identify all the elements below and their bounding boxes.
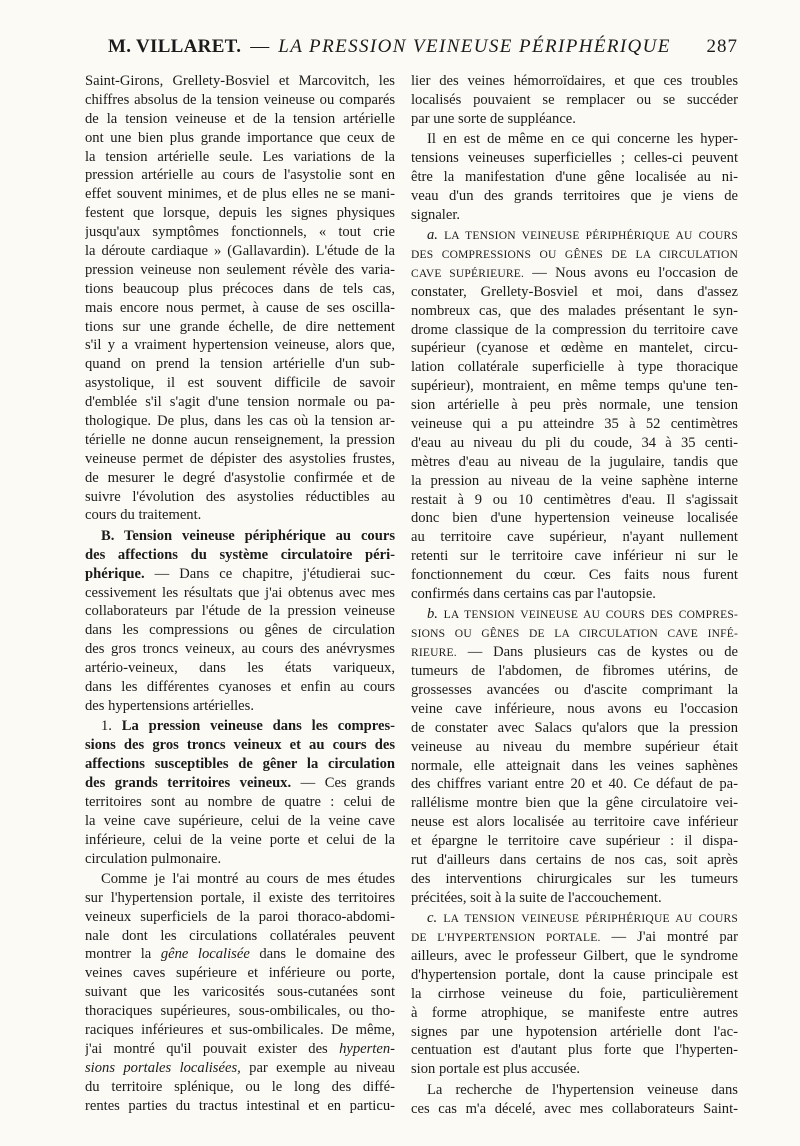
text-line: sion portale est plus accusée. — [411, 1061, 580, 1078]
text-line: veine cave inférieure, nous avons eu l'occasion — [411, 700, 738, 717]
small-caps-run: CAVE SUPÉRIEURE. — [411, 267, 525, 280]
small-caps-run: DES COMPRESSIONS OU GÊNES DE LA CIRCULATION — [411, 249, 738, 262]
text-line: festent que lorsque, depuis les signes physiques — [85, 205, 395, 222]
text-line: asystolique, il est souvent difficile de savoir — [85, 375, 395, 392]
text-line: veineuse permet de dépister des asystolies frustes, — [85, 450, 395, 467]
text-run: montrer la — [85, 946, 161, 963]
text-line: La recherche de l'hypertension veineuse dans — [427, 1081, 738, 1098]
paragraph — [411, 605, 738, 907]
header-title: LA PRESSION VEINEUSE PÉRIPHÉRIQUE — [278, 36, 671, 57]
text-line: veau d'un des grands territoires que je viens de — [411, 187, 738, 204]
text-line: constater, Grellety-Bosviel et moi, dans d'assez — [411, 283, 738, 300]
text-line: tumeurs de l'abdomen, de fibromes utérins, de — [411, 663, 738, 680]
paragraph — [411, 909, 738, 1079]
text-line: Comme je l'ai montré au cours de mes études — [101, 870, 395, 887]
text-line: par une sorte de suppléance. — [411, 110, 576, 127]
text-run: par exemple au niveau — [240, 1059, 395, 1076]
bold-heading-run: des grands territoires veineux. — [85, 774, 292, 791]
text-run: — Ces grands — [291, 774, 395, 791]
text-line: signaler. — [411, 206, 461, 223]
text-line: mais encore nous permet, à cause de ses oscilla- — [85, 299, 395, 316]
text-line: s'il y a vraiment hypertension veineuse, alors que, — [85, 337, 395, 354]
italic-run: b. — [427, 606, 438, 623]
text-line: à forme atrophique, se manifeste entre autres — [411, 1004, 738, 1021]
text-run: 1. — [101, 718, 122, 735]
italic-run: hyperten- — [339, 1040, 395, 1057]
text-line: dans les compressions ou gênes de circulation — [85, 622, 395, 639]
text-line: chiffres absolus de la tension veineuse ou comparés — [85, 91, 395, 108]
text-line: normale, elle atteignait dans les veines saphènes — [411, 757, 738, 774]
text-line: et épargne le territoire cave supérieur : il dispa- — [411, 833, 738, 850]
header-separator: — — [250, 36, 270, 57]
text-line: veineux superficiels de la paroi thoraco-abdomi- — [85, 908, 395, 925]
text-line: des chiffres variant entre 20 et 40. Ce défaut de pa- — [411, 776, 738, 793]
text-line — [85, 736, 395, 755]
paragraph — [411, 1081, 738, 1119]
text-line: nombreux cas, que des malades présentant le syn- — [411, 302, 738, 319]
small-caps-run: LA TENSION VEINEUSE PÉRIPHÉRIQUE AU COURS — [437, 230, 738, 243]
text-line: jusqu'aux symptômes fonctionnels, « tout crie — [85, 224, 395, 241]
running-header — [108, 36, 738, 62]
text-line: pression veineuse non seulement révèle des varia- — [85, 261, 395, 278]
text-line: circulation pulmonaire. — [85, 850, 222, 867]
text-line: des gros troncs veineux, au cours des anévrysmes — [85, 641, 395, 658]
text-line: thologique. De plus, dans les cas où la tension ar- — [85, 413, 395, 430]
text-line: rentes parties du tractus intestinal et en particu- — [85, 1097, 395, 1114]
text-line: ailleurs, avec le professeur Gilbert, que le syndrome — [411, 947, 738, 964]
paragraph — [85, 72, 395, 525]
small-caps-run: DE L'HYPERTENSION PORTALE. — [411, 932, 601, 945]
text-line: tensions veineuses superficielles ; celles-ci peuvent — [411, 150, 738, 167]
bold-heading-run: des affections du système circulatoire péri- — [85, 546, 395, 563]
text-line: tions sur une grande échelle, de dire nettement — [85, 318, 395, 335]
text-line: pression artérielle au cours de l'asystolie sont en — [85, 167, 395, 184]
text-line: confirmés dans certains cas par l'autopsie. — [411, 586, 656, 603]
text-line: neuse est alors localisée au territoire cave inférieur — [411, 814, 738, 831]
text-line: dans les différentes cyanoses et enfin au cours — [85, 679, 395, 695]
text-line: mètres d'eau au niveau de la jugulaire, tandis que — [411, 453, 738, 470]
bold-heading-run: La pression veineuse dans les compres- — [121, 718, 395, 735]
text-line: lation collatérale superficielle à type thoracique — [411, 359, 738, 376]
text-line — [411, 226, 738, 245]
text-line: ces cas m'a décelé, avec mes collaborateurs Saint- — [411, 1100, 738, 1117]
text-line: donc bien d'une hypertension veineuse localisée — [411, 510, 738, 527]
italic-run: a. — [427, 227, 438, 244]
text-line: centuation est d'autant plus forte que l'hyperten- — [411, 1042, 738, 1059]
text-line: suivre l'évolution des asystolies réductibles au — [85, 488, 395, 505]
text-line: du territoire splénique, ou le long des diffé- — [85, 1078, 395, 1095]
text-line: d'hypertension portale, dont la cause principale est — [411, 966, 738, 983]
text-line — [411, 643, 738, 662]
text-line: grossesses avancées ou d'ascite comprimant la — [411, 682, 738, 698]
text-line: tions beaucoup plus précoces dans de tels cas, — [85, 280, 395, 297]
text-line: sur l'hypertension portale, il existe des territoires — [85, 889, 395, 906]
text-line: être la manifestation d'une gêne localisée au ni- — [411, 168, 738, 185]
paragraph — [411, 226, 738, 604]
italic-run: gêne localisée — [160, 946, 250, 963]
text-line — [411, 264, 738, 283]
bold-heading-run: affections susceptibles de gêner la circulation — [85, 756, 395, 773]
text-line — [411, 909, 738, 928]
text-line — [411, 928, 738, 947]
paragraph — [85, 870, 395, 1116]
text-line: Saint-Girons, Grellety-Bosviel et Marcovitch, les — [85, 73, 395, 89]
text-line: ont une bien plus grande importance que ceux de — [85, 129, 395, 146]
text-line: quand on prend la tension artérielle d'un sub- — [85, 356, 395, 373]
text-line: d'emblée s'il s'agit d'une tension normale ou pa- — [85, 394, 395, 411]
text-line: territoires sont au nombre de quatre : celui de — [85, 793, 395, 810]
text-line — [85, 1040, 395, 1059]
text-line — [85, 755, 395, 774]
text-line: drome classique de la compression du territoire cave — [411, 321, 738, 338]
bold-heading-run: phérique. — [85, 565, 145, 582]
text-line — [85, 565, 395, 584]
text-run: — Nous avons eu l'occasion de — [524, 264, 738, 281]
text-line: de la tension veineuse et de la tension artérielle — [85, 110, 395, 127]
text-line: la pression au niveau de la veine saphène interne — [411, 472, 738, 489]
text-line: de mesurer le degré d'asystolie confirmée et de — [85, 469, 395, 486]
text-line — [85, 546, 395, 565]
page-number: 287 — [706, 36, 738, 57]
right-column — [411, 72, 738, 1118]
header-author: M. VILLARET. — [108, 36, 242, 57]
text-line: suivant que les varicosités sous-cutanées sont — [85, 984, 395, 1001]
text-line: d'eau au niveau du pli du coude, 34 à 35 centi- — [411, 434, 738, 451]
text-line — [411, 245, 738, 264]
text-line: sion artérielle à peu près normale, une tension — [411, 397, 738, 414]
small-caps-run: LA TENSION VEINEUSE AU COURS DES COMPRES- — [437, 609, 738, 622]
text-line: artério-veineux, dans les états variqueux, — [85, 660, 395, 677]
text-run: — Dans plusieurs cas de kystes ou de — [456, 644, 738, 661]
text-line: précitées, soit à la suite de l'accouchement. — [411, 889, 662, 906]
text-line: Il en est de même en ce qui concerne les hyper- — [427, 131, 738, 148]
text-line: raciques inférieures et sus-ombilicales. De même, — [85, 1022, 395, 1039]
left-column — [85, 72, 395, 1115]
text-line — [85, 527, 395, 546]
text-line: inférieure, celui de la veine porte et celui de la — [85, 831, 395, 848]
text-line: au territoire cave supérieur, n'ayant nullement — [411, 529, 738, 546]
small-caps-run: LA TENSION VEINEUSE PÉRIPHÉRIQUE AU COURS — [437, 913, 738, 926]
text-line: des interventions chirurgicales sur les tumeurs — [411, 870, 738, 887]
text-line: de constater avec Salacs qu'alors que la pression — [411, 719, 738, 736]
text-run: j'ai montré qu'il pouvait exister des — [85, 1040, 340, 1057]
text-line: cessivement les résultats que j'ai obtenus avec mes — [85, 584, 395, 601]
italic-run: sions portales localisées, — [85, 1059, 241, 1076]
text-line: signes par une hypotension artérielle dont l'ac- — [411, 1023, 738, 1040]
text-line: fonctionnement du cœur. Ces faits nous furent — [411, 567, 738, 584]
text-line: veineuse qui a pu atteindre 35 à 52 centimètres — [411, 416, 738, 433]
text-line: la veine cave supérieure, celui de la veine cave — [85, 812, 395, 829]
text-line: effet souvent minimes, et de plus elles ne se mani- — [85, 186, 395, 203]
text-line: thoraciques supérieures, sous-ombilicales, ou tho- — [85, 1003, 395, 1020]
text-line: collaborateurs par l'étude de la pression veineuse — [85, 603, 395, 620]
text-line: la cirrhose veineuse du foie, particulièrement — [411, 985, 738, 1002]
text-line: veines caves supérieure et inférieure ou porte, — [85, 965, 395, 982]
text-line — [85, 717, 395, 736]
text-line: cours du traitement. — [85, 507, 202, 524]
paragraph — [411, 72, 738, 129]
bold-heading-run: sions des gros troncs veineux et au cours des — [85, 737, 395, 754]
text-line — [411, 605, 738, 624]
text-line: des hypertensions artérielles. — [85, 697, 254, 714]
italic-run: c. — [427, 910, 438, 927]
paragraph — [85, 527, 395, 716]
text-line: retenti sur le territoire cave inférieur ni sur le — [411, 548, 738, 565]
text-line — [85, 945, 395, 964]
text-line: la déroute cardiaque » (Gallavardin). L'étude de la — [85, 243, 395, 260]
text-line — [85, 1059, 395, 1078]
text-line: veineuse au niveau du membre supérieur était — [411, 738, 738, 755]
small-caps-run: RIEURE. — [411, 647, 457, 660]
text-line: supérieur (cyanose et œdème en mantelet, circu- — [411, 340, 738, 357]
text-line: localisés pouvaient se remplacer ou se succéder — [411, 91, 738, 108]
text-line: térielle ne donne aucun renseignement, la pression — [85, 431, 395, 448]
text-line: supérieur), montraient, en même temps qu'une ten- — [411, 378, 738, 395]
text-line: restait à 9 ou 10 centimètres d'eau. Il s'agissait — [411, 491, 738, 508]
paragraph — [85, 717, 395, 868]
text-run: — Dans ce chapitre, j'étudierai suc- — [144, 565, 395, 582]
text-line — [85, 774, 395, 793]
text-line: lier des veines hémorroïdaires, et que ces troubles — [411, 73, 738, 89]
small-caps-run: SIONS OU GÊNES DE LA CIRCULATION CAVE INFÉ- — [411, 628, 738, 641]
text-line: la tension artérielle seule. Les variations de la — [85, 148, 395, 165]
paragraph — [411, 130, 738, 224]
text-line: rut d'ailleurs dans certains de nos cas, soit après — [411, 852, 738, 869]
bold-heading-run: B. Tension veineuse périphérique au cours — [101, 527, 395, 544]
text-line: nale dont les circulations collatérales peuvent — [85, 927, 395, 944]
text-line — [411, 624, 738, 643]
text-line: rallélisme montre bien que la gêne circulatoire vei- — [411, 795, 738, 812]
text-run: — J'ai montré par — [600, 929, 738, 946]
text-run: dans le domaine des — [249, 946, 395, 963]
